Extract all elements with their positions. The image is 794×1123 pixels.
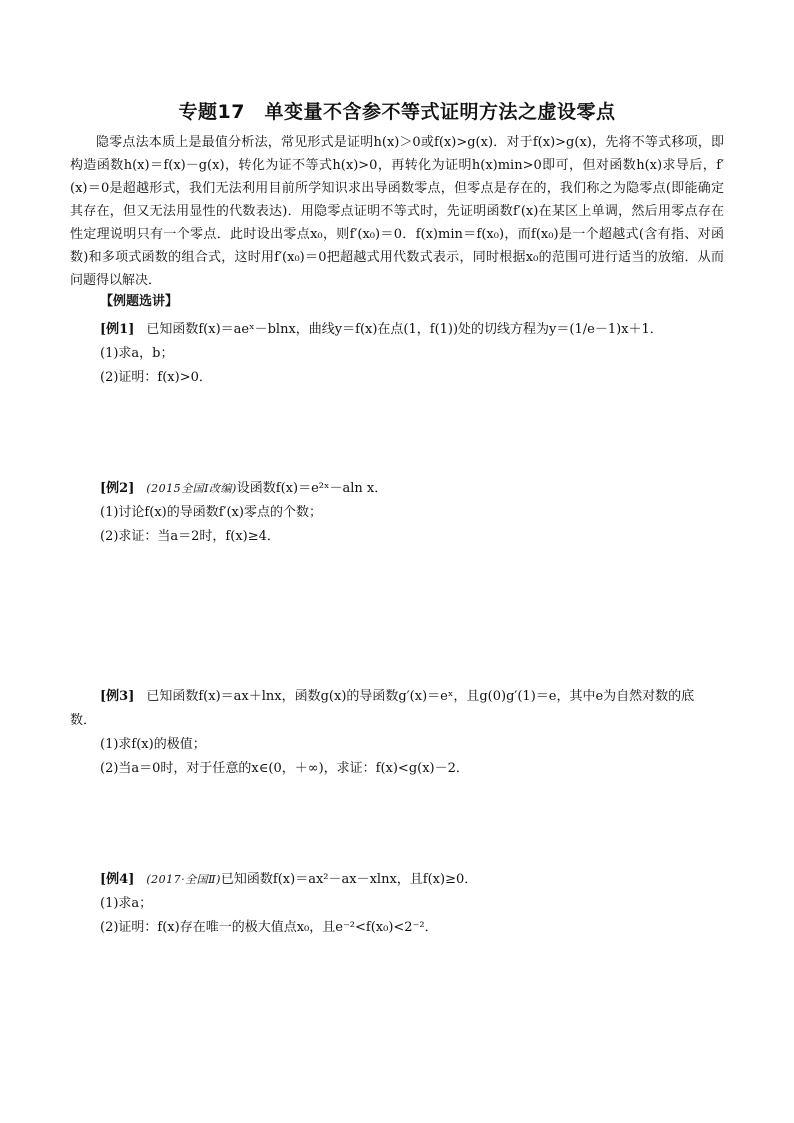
example-3 <box>70 685 724 781</box>
example-4-label: [例4] <box>100 872 135 887</box>
example-4-part-1: (1)求a； <box>100 896 153 911</box>
example-3-stem: 已知函数f(x)＝ax＋lnx，函数g(x)的导函数g′(x)＝eˣ，且g(0)g′(1)＝e，其中e为自然对数的底 <box>146 689 695 704</box>
example-3-stem-line <box>100 685 724 709</box>
example-2-stem: 设函数f(x)＝e²ˣ－aln x． <box>236 481 388 496</box>
intro-text: 隐零点法本质上是最值分析法，常见形式是证明h(x)＞0或f(x)>g(x)．对于f(x)>g(x)，先将不等式移项，即构造函数h(x)＝f(x)－g(x)，转化为证不等式h(x)>0，再转化为证明h(x)min>0即可，但对函数h(x)求导后，f′(x)＝0是超越形式，我们无法利用目前所学知识求出导函数零点，但零点是存在的，我们称之为隐零点(即能确定其存在，但又无法用显性的代数表达)．用隐零点证明不等式时，先证明函数f′(x)在某区上单调，然后用零点存在性定理说明只有一个零点．此时设出零点x₀，则f′(x₀)＝0．f(x)min＝f(x₀)，而f(x₀)是一个超越式(含有指、对函数)和多项式函数的组合式，这时用f′(x₀)＝0把超越式用代数式表示，同时根据x₀的范围可进行适当的放缩．从而问题得以解决． <box>70 135 724 288</box>
example-4-stem-line <box>100 868 724 892</box>
example-4-part-2: (2)证明：f(x)存在唯一的极大值点x₀，且e⁻²<f(x₀)<2⁻²． <box>100 920 438 935</box>
example-2-source: (2015全国Ⅰ改编) <box>146 482 237 495</box>
example-1-part-1: (1)求a，b； <box>100 346 174 361</box>
section-heading: 【例题选讲】 <box>100 294 179 309</box>
intro-paragraph <box>70 131 724 292</box>
example-2 <box>100 477 724 549</box>
example-1-part-2: (2)证明：f(x)>0． <box>100 370 212 385</box>
page-title: 专题17 单变量不含参不等式证明方法之虚设零点 <box>178 101 616 123</box>
example-3-part-2: (2)当a＝0时，对于任意的x∈(0，＋∞)，求证：f(x)<g(x)－2． <box>100 761 469 776</box>
example-4 <box>100 868 724 940</box>
example-4-stem: 已知函数f(x)＝ax²－ax－xlnx，且f(x)≥0． <box>220 872 478 887</box>
example-3-stem-continuation: 数． <box>70 713 97 728</box>
example-1-stem-line <box>100 318 724 342</box>
example-2-part-1: (1)讨论f(x)的导函数f′(x)零点的个数； <box>100 505 322 520</box>
example-3-part-1: (1)求f(x)的极值； <box>100 737 206 752</box>
example-1-stem: 已知函数f(x)＝aeˣ－blnx，曲线y＝f(x)在点(1，f(1))处的切线方程为y＝(1/e－1)x＋1． <box>146 322 663 337</box>
example-1-label: [例1] <box>100 322 135 337</box>
example-3-label: [例3] <box>100 689 135 704</box>
example-2-part-2: (2)求证：当a＝2时，f(x)≥4． <box>100 529 280 544</box>
example-2-stem-line <box>100 477 724 501</box>
example-2-label: [例2] <box>100 481 135 496</box>
example-1 <box>100 318 724 390</box>
example-4-source: (2017·全国Ⅱ) <box>146 873 221 886</box>
